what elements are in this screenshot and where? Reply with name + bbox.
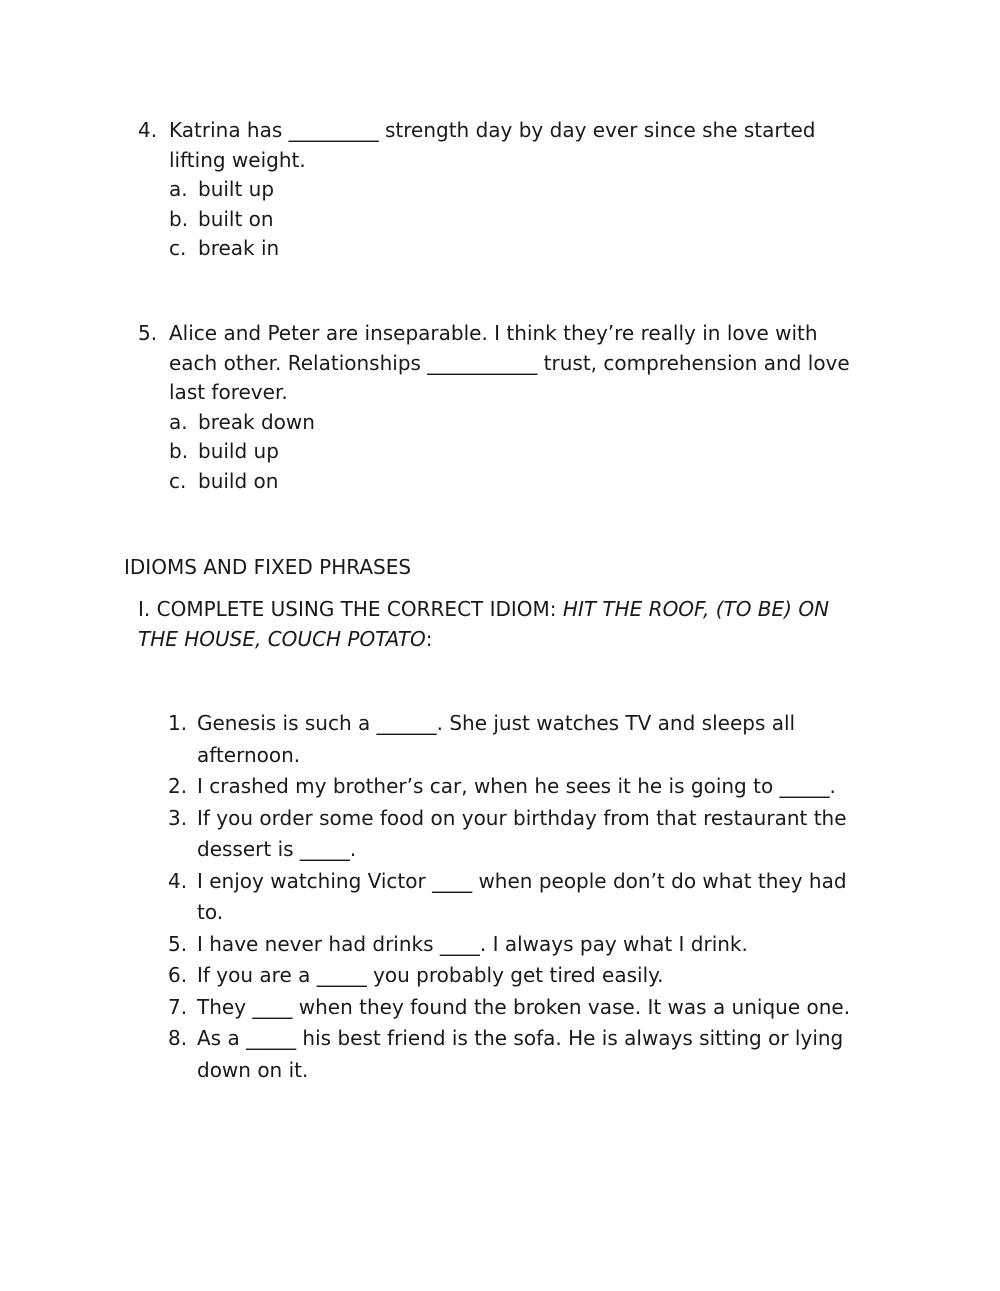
list-item [168, 1023, 868, 1086]
list-item [168, 803, 868, 866]
option-item [169, 175, 858, 205]
item-text: They ____ when they found the broken vase. It was a unique one. [197, 994, 851, 1019]
list-item [168, 960, 868, 992]
item-text: As a _____ his best friend is the sofa. He is always sitting or lying down on it. [197, 1026, 844, 1082]
instruction-prefix: I. COMPLETE USING THE CORRECT IDIOM: [138, 597, 563, 621]
question-text: Alice and Peter are inseparable. I think they’re really in love with each other. Relationships ___________ trust, comprehension and love last forever. [169, 321, 850, 404]
question-number: 5. [138, 321, 158, 345]
list-item [168, 992, 868, 1024]
option-letter: a. [169, 177, 188, 201]
item-number: 4. [168, 868, 188, 893]
item-text: I have never had drinks ____. I always pay what I drink. [197, 931, 748, 956]
item-number: 7. [168, 994, 188, 1019]
item-text: Genesis is such a ______. She just watches TV and sleeps all afternoon. [197, 711, 796, 767]
option-text: break down [198, 409, 315, 434]
question-4 [138, 116, 858, 264]
option-item [169, 205, 858, 235]
option-list [169, 175, 858, 264]
option-text: build up [198, 439, 279, 463]
question-5 [138, 319, 858, 496]
section-title: IDIOMS AND FIXED PHRASES [124, 555, 412, 579]
option-item [169, 467, 858, 497]
instruction-idioms: HIT THE ROOF, (TO BE) ON THE HOUSE, COUCH POTATO [138, 597, 830, 651]
question-number: 4. [138, 118, 158, 142]
option-text: built on [198, 206, 274, 231]
question-text: Katrina has _________ strength day by day ever since she started lifting weight. [169, 118, 816, 172]
item-text: I crashed my brother’s car, when he sees it he is going to _____. [197, 774, 836, 798]
item-number: 5. [168, 931, 188, 956]
instruction [138, 594, 858, 654]
option-text: built up [198, 177, 275, 201]
option-letter: c. [169, 236, 187, 260]
list-item [168, 771, 868, 803]
list-item [168, 929, 868, 961]
item-number: 3. [168, 805, 188, 830]
option-letter: c. [169, 468, 187, 493]
option-item [169, 408, 858, 438]
idiom-exercise-list [168, 708, 868, 1086]
option-item [169, 234, 858, 264]
item-text: I enjoy watching Victor ____ when people don’t do what they had to. [197, 868, 847, 924]
option-letter: a. [169, 409, 188, 434]
option-text: break in [198, 236, 280, 260]
instruction-suffix: : [425, 627, 433, 651]
option-list [169, 408, 858, 497]
item-number: 2. [168, 774, 188, 798]
item-number: 8. [168, 1026, 188, 1050]
item-text: If you order some food on your birthday from that restaurant the dessert is _____. [197, 805, 847, 861]
option-text: build on [198, 468, 279, 493]
item-number: 6. [168, 963, 188, 987]
option-letter: b. [169, 206, 189, 231]
item-text: If you are a _____ you probably get tired easily. [197, 963, 664, 987]
item-number: 1. [168, 711, 188, 735]
option-letter: b. [169, 439, 189, 463]
option-item [169, 437, 858, 467]
list-item [168, 866, 868, 929]
list-item [168, 708, 868, 771]
